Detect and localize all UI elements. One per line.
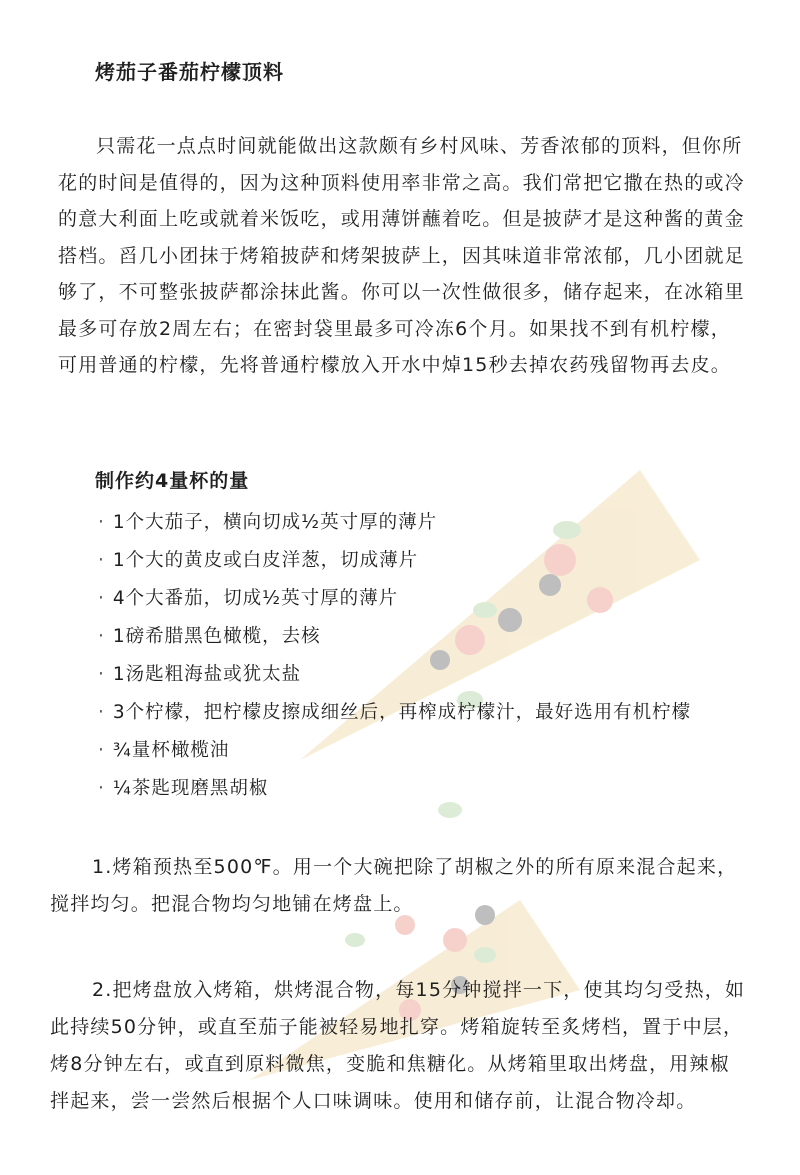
ingredient-item: · ¼茶匙现磨黑胡椒 <box>98 770 691 808</box>
ingredient-list <box>98 504 691 808</box>
recipe-intro: 只需花一点点时间就能做出这款颇有乡村风味、芳香浓郁的顶料，但你所花的时间是值得的，因为这种顶料使用率非常之高。我们常把它撒在热的或冷的意大利面上吃或就着米饭吃，或用薄饼蘸着吃。但是披萨才是这种酱的黄金搭档。舀几小团抹于烤箱披萨和烤架披萨上，因其味道非常浓郁，几小团就足够了，不可整张披萨都涂抹此酱。你可以一次性做很多，储存起来，在冰箱里最多可存放2周左右；在密封袋里最多可冷冻6个月。如果找不到有机柠檬，可用普通的柠檬，先将普通柠檬放入开水中焯15秒去掉农药残留物再去皮。 <box>58 135 745 376</box>
recipe-step-1: 1.烤箱预热至500℉。用一个大碗把除了胡椒之外的所有原来混合起来，搅拌均匀。把混合物均匀地铺在烤盘上。 <box>50 856 738 915</box>
ingredient-item: · ¾量杯橄榄油 <box>98 732 691 770</box>
ingredient-item: · 1个大茄子，横向切成½英寸厚的薄片 <box>98 504 691 542</box>
ingredient-item: · 3个柠檬，把柠檬皮擦成细丝后，再榨成柠檬汁，最好选用有机柠檬 <box>98 694 691 732</box>
ingredient-item: · 4个大番茄，切成½英寸厚的薄片 <box>98 580 691 618</box>
ingredient-item: · 1汤匙粗海盐或犹太盐 <box>98 656 691 694</box>
basil-leaf <box>345 933 365 947</box>
tomato-slice <box>443 928 467 952</box>
recipe-yield: 制作约4量杯的量 <box>95 470 250 492</box>
ingredient-item: · 1磅希腊黑色橄榄，去核 <box>98 618 691 656</box>
ingredient-item: · 1个大的黄皮或白皮洋葱，切成薄片 <box>98 542 691 580</box>
basil-leaf <box>474 947 496 963</box>
recipe-title: 烤茄子番茄柠檬顶料 <box>95 60 284 84</box>
recipe-step-2: 2.把烤盘放入烤箱，烘烤混合物，每15分钟搅拌一下，使其均匀受热，如此持续50分钟，或直至茄子能被轻易地扎穿。烤箱旋转至炙烤档，置于中层，烤8分钟左右，或直到原料微焦，变脆和焦糖化。从烤箱里取出烤盘，用辣椒拌起来，尝一尝然后根据个人口味调味。使用和储存前，让混合物冷却。 <box>50 979 746 1112</box>
